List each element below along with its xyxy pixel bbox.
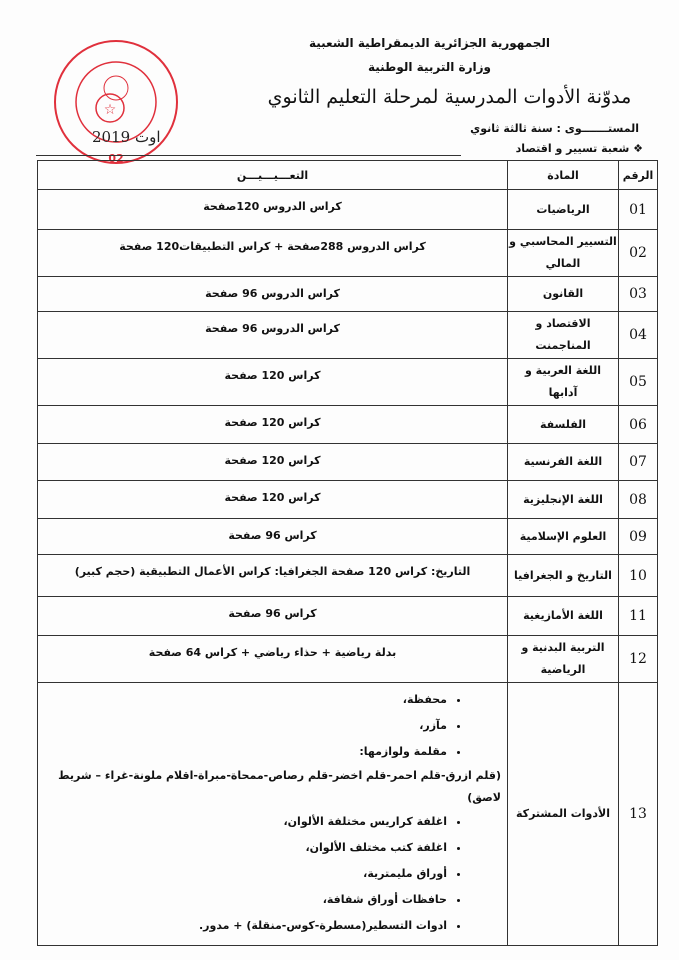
divider [36,155,461,156]
row-subject: الرياضيات [508,190,619,230]
document-title: مدوّنة الأدوات المدرسية لمرحلة التعليم الثانوي [267,86,632,108]
row-number: 13 [619,683,658,946]
row-number: 02 [619,230,658,277]
row-subject: اللغة الفرنسية [508,444,619,481]
table-row-shared [38,683,658,946]
row-subject: الأدوات المشتركة [508,683,619,946]
shared-list-a [39,687,477,765]
supplies-table [37,160,658,946]
list-item: • حافظات أوراق شفافة، [39,887,447,913]
row-desc: التاريخ: كراس 120 صفحة الجغرافيا: كراس الأعمال التطبيقية (حجم كبير) [38,555,508,597]
list-item: • أوراق مليمترية، [39,861,447,887]
row-desc: كراس الدروس 96 صفحة [38,312,508,359]
row-subject: التربية البدنية و الرياضية [508,636,619,683]
stamp-date: 2019 اوت [92,128,161,146]
row-subject: الاقتصاد و المناجمنت [508,312,619,359]
header-number: الرقم [619,161,658,190]
row-desc: كراس 120 صفحة [38,359,508,406]
branch-label: ❖ شعبة تسيير و اقتصاد [515,142,643,155]
row-desc: كراس الدروس 288صفحة + كراس التطبيقات120 صفحة [38,230,508,277]
list-item: • ادوات التسطير(مسطرة-كوس-منقلة) + مدور. [39,913,447,939]
list-item: • محفظة، [39,687,447,713]
row-number: 08 [619,481,658,519]
row-number: 03 [619,277,658,312]
list-item: • مقلمة ولوازمها: [39,739,447,765]
list-item: • مآزر، [39,713,447,739]
row-subject: التسيير المحاسبي و المالي [508,230,619,277]
row-subject: العلوم الإسلامية [508,519,619,555]
table-row [38,636,658,683]
row-desc: كراس 120 صفحة [38,444,508,481]
row-desc: كراس 120 صفحة [38,481,508,519]
row-subject: القانون [508,277,619,312]
row-number: 04 [619,312,658,359]
table-row [38,519,658,555]
supplies-note: (قلم ازرق-قلم احمر-قلم اخضر-قلم رصاص-ممحاة-مبراة-اقلام ملونة-غراء – شريط لاصق) [58,769,501,804]
row-number: 12 [619,636,658,683]
row-desc: كراس الدروس 96 صفحة [38,277,508,312]
svg-text:02: 02 [108,152,124,165]
ministry-heading: وزارة التربية الوطنية [367,60,491,74]
list-item: • اغلفة كتب مختلف الألوان، [39,835,447,861]
table-row [38,277,658,312]
table-row [38,190,658,230]
row-subject: اللغة العربية و آدابها [508,359,619,406]
row-subject: التاريخ و الجغرافيا [508,555,619,597]
republic-heading: الجمهورية الجزائرية الديمقراطية الشعبية [308,36,551,50]
table-row [38,312,658,359]
row-number: 01 [619,190,658,230]
header-designation: التعـــيـــيـــن [38,161,508,190]
table-row [38,444,658,481]
row-desc: كراس 96 صفحة [38,597,508,636]
row-number: 09 [619,519,658,555]
table-row [38,359,658,406]
row-number: 07 [619,444,658,481]
table-header-row [38,161,658,190]
row-desc: كراس 120 صفحة [38,406,508,444]
header-subject: المادة [508,161,619,190]
table-row [38,481,658,519]
table-row [38,555,658,597]
row-subject: اللغة الإنجليزية [508,481,619,519]
row-desc: كراس 96 صفحة [38,519,508,555]
row-desc: بدلة رياضية + حذاء رياضي + كراس 64 صفحة [38,636,508,683]
row-subject: الفلسفة [508,406,619,444]
table-row [38,406,658,444]
row-number: 10 [619,555,658,597]
row-desc [38,683,508,946]
table-row [38,230,658,277]
row-number: 11 [619,597,658,636]
row-number: 06 [619,406,658,444]
svg-text:☆: ☆ [103,102,117,118]
list-item: • اغلفة كراريس مختلفة الألوان، [39,809,447,835]
row-desc: كراس الدروس 120صفحة [38,190,508,230]
table-row [38,597,658,636]
shared-list-b [39,809,477,939]
level-label: المستـــــــوى : سنة ثالثة ثانوي [470,122,639,135]
row-number: 05 [619,359,658,406]
row-subject: اللغة الأمازيغية [508,597,619,636]
